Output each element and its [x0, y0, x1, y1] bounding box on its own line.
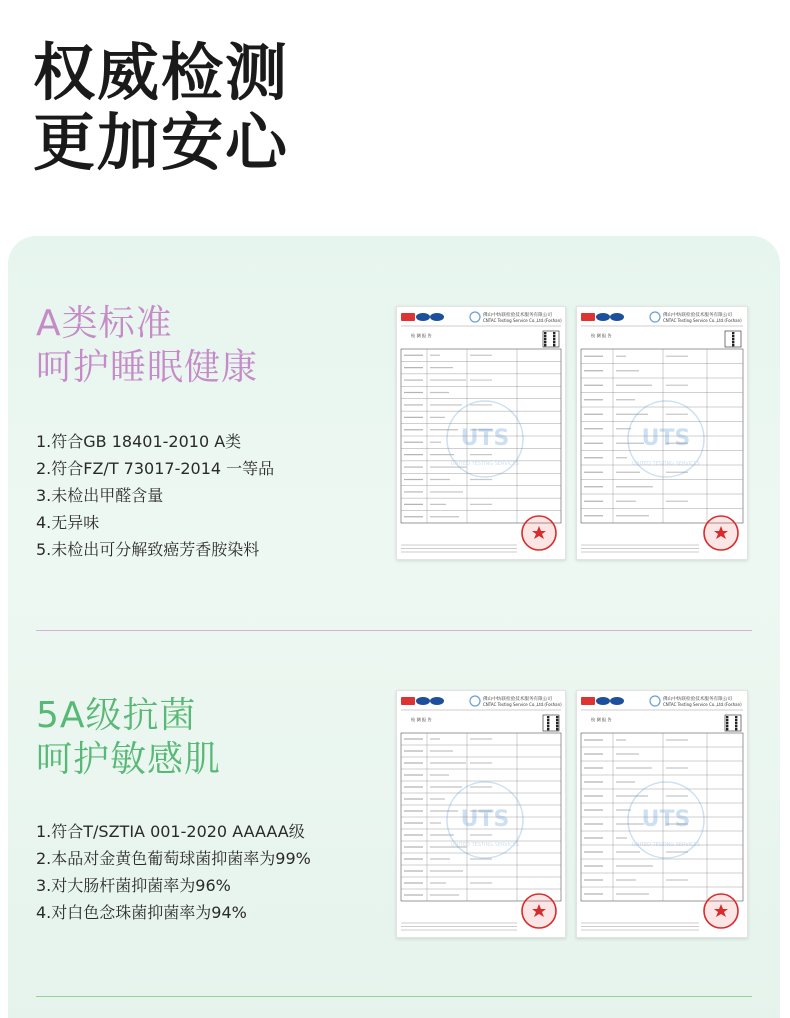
- list-item: 2.本品对金黄色葡萄球菌抑菌率为99%: [36, 849, 311, 868]
- section-antibacterial-title-line2: 呵护敏感肌: [36, 739, 222, 780]
- cnas-logo-icon: [610, 697, 624, 705]
- certificate-report-title: 检 测 报 告: [411, 333, 432, 338]
- uts-watermark-icon: [447, 782, 523, 858]
- certificate-report-title: 检 测 报 告: [591, 717, 612, 722]
- cnas-logo-icon: [610, 313, 624, 321]
- svg-text:UTS: UTS: [460, 426, 510, 451]
- list-item: 1.符合T/SZTIA 001-2020 AAAAA级: [36, 822, 305, 841]
- hero-title-line1: 权威检测: [33, 36, 290, 109]
- uts-logo-icon: [470, 696, 480, 706]
- qr-code-icon: [543, 715, 559, 731]
- certificate-company-en: CNTAC Testing Service Co.,Ltd.(Foshan): [483, 702, 562, 707]
- section-a-title-line2: 呵护睡眠健康: [36, 347, 259, 388]
- ilac-logo-icon: [596, 697, 610, 705]
- hero-title: [33, 38, 289, 178]
- certificate-company-en: CNTAC Testing Service Co.,Ltd.(Foshan): [483, 318, 562, 323]
- list-item: 5.未检出可分解致癌芳香胺染料: [36, 540, 260, 559]
- certificate-report-title: 检 测 报 告: [591, 333, 612, 338]
- section-a-title: [36, 302, 258, 390]
- certificate-graphic: [397, 691, 565, 937]
- list-item: 2.符合FZ/T 73017-2014 一等品: [36, 459, 275, 478]
- test-report-image: [576, 306, 748, 560]
- certificate-company-en: CNTAC Testing Service Co.,Ltd.(Foshan): [663, 702, 742, 707]
- uts-logo-icon: [650, 696, 660, 706]
- section-antibacterial-title-line1: 5A级抗菌: [36, 695, 197, 736]
- uts-logo-icon: [650, 312, 660, 322]
- official-seal-icon: [522, 516, 556, 550]
- ma-logo-icon: [581, 697, 595, 705]
- uts-logo-icon: [470, 312, 480, 322]
- certificate-graphic: [397, 307, 565, 559]
- certificate-graphic: [577, 307, 747, 559]
- ma-logo-icon: [401, 697, 415, 705]
- section-a-list: [36, 428, 274, 563]
- list-item: 1.符合GB 18401-2010 A类: [36, 432, 242, 451]
- svg-text:UNITED TESTING SERVICES: UNITED TESTING SERVICES: [632, 461, 700, 467]
- uts-watermark-icon: [628, 782, 704, 858]
- certificate-company-cn: 佛山中纺联检验技术服务有限公司: [483, 697, 552, 702]
- svg-text:UNITED TESTING SERVICES: UNITED TESTING SERVICES: [451, 461, 519, 467]
- svg-text:UTS: UTS: [641, 807, 691, 832]
- section-divider-1: [36, 630, 752, 631]
- qr-code-icon: [725, 715, 741, 731]
- cnas-logo-icon: [430, 697, 444, 705]
- official-seal-icon: [704, 516, 738, 550]
- uts-watermark-icon: [628, 401, 704, 477]
- section-a-title-line1: A类标准: [36, 303, 173, 344]
- certificate-company-cn: 佛山中纺联检验技术服务有限公司: [663, 697, 732, 702]
- test-report-image: [396, 690, 566, 938]
- cnas-logo-icon: [430, 313, 444, 321]
- certificate-company-cn: 佛山中纺联检验技术服务有限公司: [483, 313, 552, 318]
- certificate-company-cn: 佛山中纺联检验技术服务有限公司: [663, 313, 732, 318]
- official-seal-icon: [704, 894, 738, 928]
- qr-code-icon: [725, 331, 741, 347]
- list-item: 3.对大肠杆菌抑菌率为96%: [36, 876, 231, 895]
- qr-code-icon: [543, 331, 559, 347]
- certificate-report-title: 检 测 报 告: [411, 717, 432, 722]
- ilac-logo-icon: [416, 697, 430, 705]
- ilac-logo-icon: [416, 313, 430, 321]
- official-seal-icon: [522, 894, 556, 928]
- section-antibacterial-list: [36, 818, 311, 926]
- list-item: 3.未检出甲醛含量: [36, 486, 164, 505]
- ilac-logo-icon: [596, 313, 610, 321]
- section-divider-2: [36, 996, 752, 997]
- svg-text:UTS: UTS: [641, 426, 691, 451]
- ma-logo-icon: [581, 313, 595, 321]
- test-report-image: [396, 306, 566, 560]
- svg-text:UNITED TESTING SERVICES: UNITED TESTING SERVICES: [451, 842, 519, 848]
- test-report-image: [576, 690, 748, 938]
- uts-watermark-icon: [447, 401, 523, 477]
- certificate-graphic: [577, 691, 747, 937]
- hero-title-line2: 更加安心: [33, 106, 290, 179]
- list-item: 4.无异味: [36, 513, 100, 532]
- svg-text:UTS: UTS: [460, 807, 510, 832]
- certificate-company-en: CNTAC Testing Service Co.,Ltd.(Foshan): [663, 318, 742, 323]
- section-antibacterial-title: [36, 694, 221, 782]
- ma-logo-icon: [401, 313, 415, 321]
- svg-text:UNITED TESTING SERVICES: UNITED TESTING SERVICES: [632, 842, 700, 848]
- list-item: 4.对白色念珠菌抑菌率为94%: [36, 903, 247, 922]
